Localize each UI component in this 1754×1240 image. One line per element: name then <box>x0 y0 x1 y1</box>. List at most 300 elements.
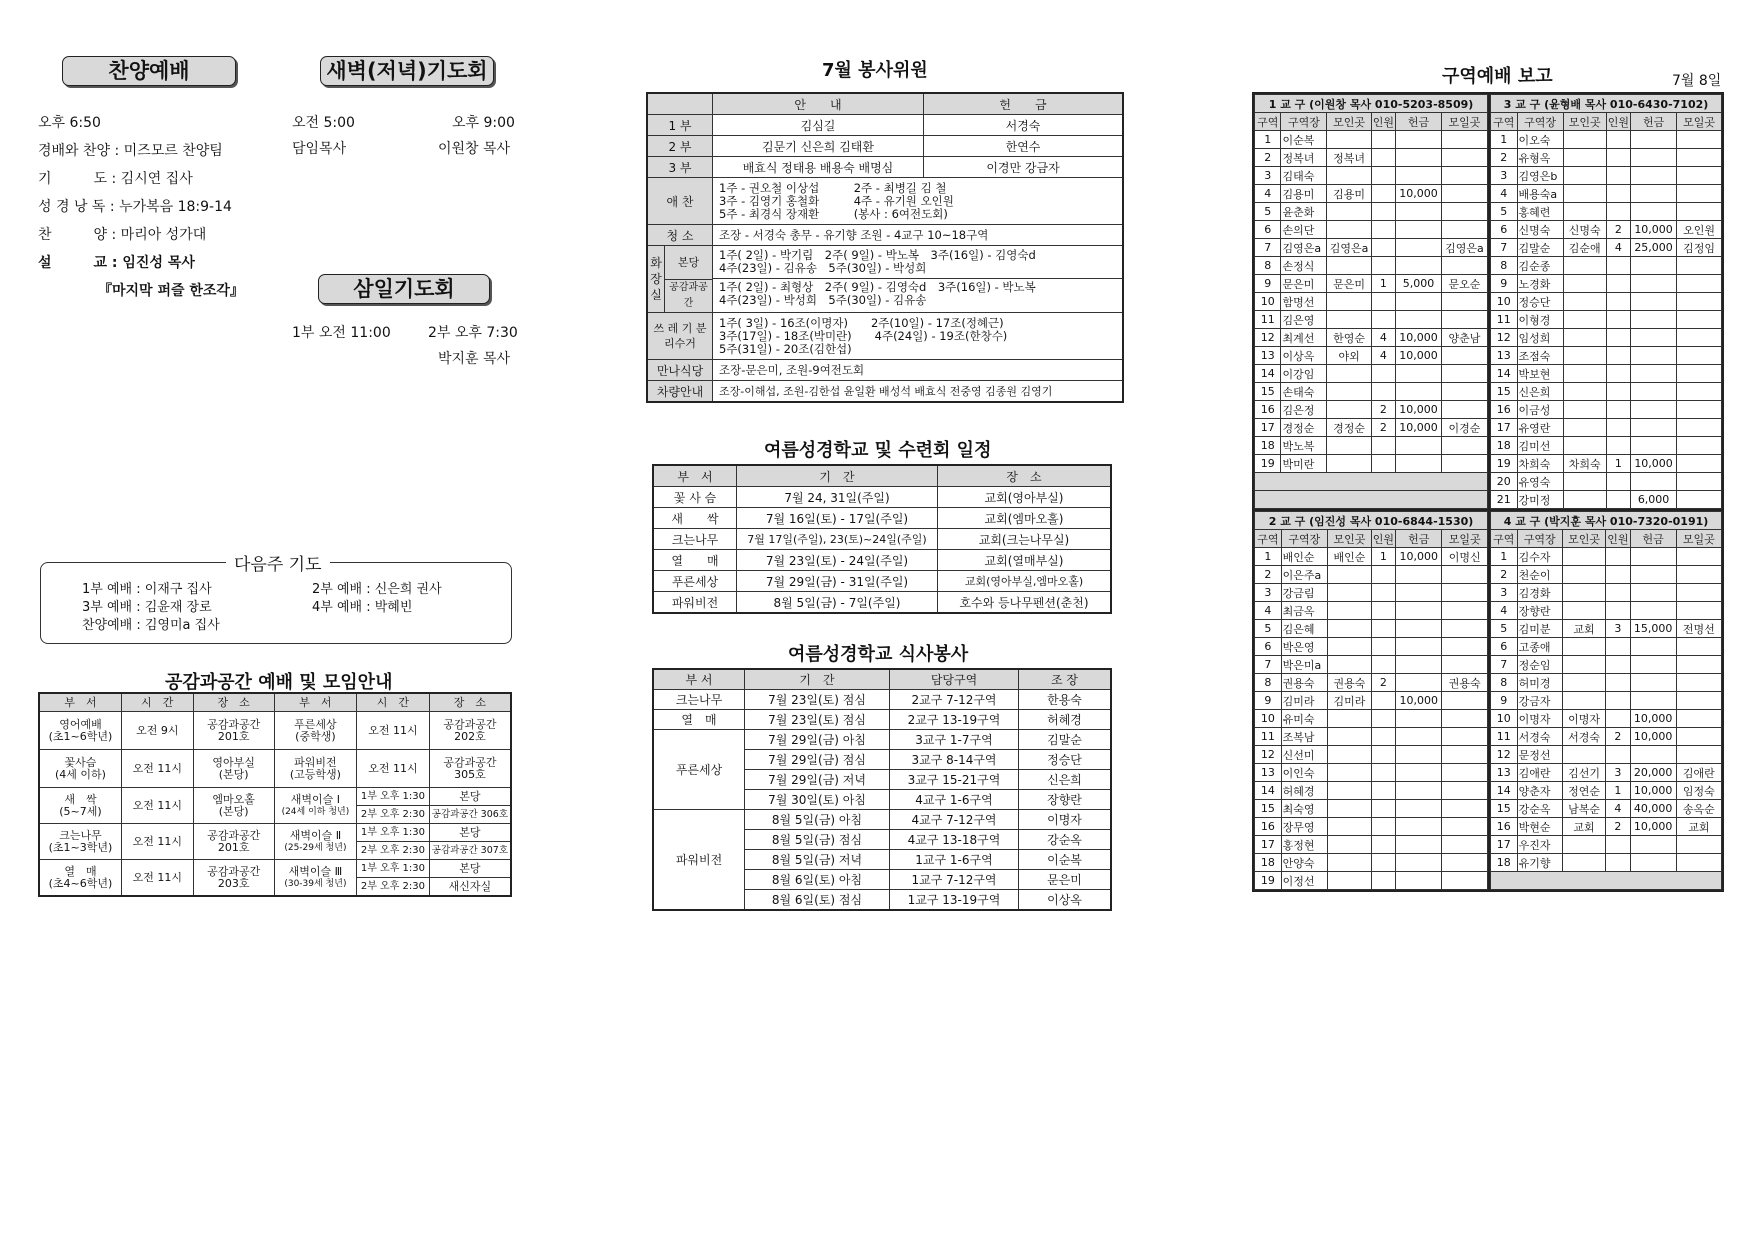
district-cell <box>1631 293 1677 311</box>
district-cell <box>1630 836 1676 854</box>
manna-label: 만나식당 <box>647 360 713 381</box>
district-cell <box>1371 854 1395 872</box>
district-row <box>1491 818 1722 836</box>
district-cell: 김태숙 <box>1281 167 1327 185</box>
district-cell: 1 <box>1255 548 1282 566</box>
district-cell <box>1371 836 1395 854</box>
service-corner <box>647 93 713 115</box>
district-cell: 2 <box>1371 419 1395 437</box>
district-cell <box>1327 365 1371 383</box>
district-cell <box>1328 620 1372 638</box>
district-cell: 김용미 <box>1327 185 1371 203</box>
district-row <box>1491 638 1722 656</box>
district-cell: 오인원 <box>1677 221 1722 239</box>
district-cell: 13 <box>1255 764 1282 782</box>
gonggan-label: 공감과공간 <box>669 281 708 309</box>
next-prayer-1: 1부 예배 : 이재구 집사 <box>82 582 212 597</box>
district-cell <box>1676 674 1721 692</box>
dawn-leader-1: 담임목사 <box>292 141 347 157</box>
gong-r5-place2a: 본당 <box>429 860 511 878</box>
district-cell: 김미라 <box>1328 692 1372 710</box>
bondang-label: 본당 <box>665 247 712 280</box>
district-cell: 9 <box>1255 692 1282 710</box>
district-cell <box>1631 329 1677 347</box>
district-cell <box>1441 203 1487 221</box>
district-cell: 함명선 <box>1281 293 1327 311</box>
gong-r1-time: 오전 9시 <box>121 712 193 750</box>
district-cell: 배인순 <box>1281 548 1327 566</box>
district-cell: 10 <box>1255 710 1282 728</box>
district-cell <box>1676 638 1721 656</box>
district-cell <box>1328 656 1372 674</box>
district-cell <box>1328 584 1372 602</box>
district-row <box>1491 548 1722 566</box>
district-cell: 4 <box>1491 602 1518 620</box>
district-cell <box>1606 275 1630 293</box>
district-cell <box>1606 293 1630 311</box>
district-cell: 3 <box>1491 584 1518 602</box>
district-row <box>1255 782 1488 800</box>
district-cell <box>1441 401 1487 419</box>
praise-service-title: 찬양예배 <box>62 56 236 86</box>
district-cell: 10,000 <box>1396 401 1442 419</box>
district-cell: 천순이 <box>1517 566 1562 584</box>
summer-row: 열 매 7월 23일(토) - 24일(주일) 교회(열매부실) <box>653 550 1111 571</box>
district-col-header: 구역 <box>1491 113 1518 131</box>
wednesday-time-1: 1부 오전 11:00 <box>292 325 391 341</box>
district-cell <box>1677 149 1722 167</box>
district-cell: 10 <box>1491 710 1518 728</box>
district-1 <box>1254 94 1490 509</box>
district-cell <box>1396 584 1442 602</box>
district-cell: 14 <box>1491 365 1518 383</box>
district-cell: 강금자 <box>1517 692 1562 710</box>
district-cell: 13 <box>1491 764 1518 782</box>
district-cell <box>1606 674 1630 692</box>
district-cell: 3 <box>1255 167 1281 185</box>
district-row <box>1491 491 1722 509</box>
district-cell <box>1441 167 1487 185</box>
gong-r4-dept2: 새벽이슬 Ⅱ (25-29세 청년) <box>274 824 356 860</box>
meal-h1: 부 서 <box>653 669 745 690</box>
district-cell <box>1606 401 1630 419</box>
district-cell: 8 <box>1255 257 1281 275</box>
district-cell: 8 <box>1491 257 1518 275</box>
meal-h2: 기 간 <box>745 669 890 690</box>
district-cell <box>1396 800 1442 818</box>
district-cell: 배용숙a <box>1517 185 1563 203</box>
district-row <box>1255 836 1488 854</box>
gong-r4-place2a: 본당 <box>429 824 511 842</box>
district-cell: 11 <box>1255 311 1281 329</box>
next-prayer-3: 3부 예배 : 김윤재 장로 <box>82 600 212 615</box>
meal-h3: 담당구역 <box>890 669 1019 690</box>
district-cell: 김영은a <box>1281 239 1327 257</box>
district-cell: 장무영 <box>1281 818 1327 836</box>
district-cell: 8 <box>1491 674 1518 692</box>
district-cell: 4 <box>1255 602 1282 620</box>
district-cell <box>1606 836 1630 854</box>
district-row <box>1255 818 1488 836</box>
gong-r4-place2b: 공감과공간 307호 <box>429 842 511 860</box>
bondang-line-2: 4주(23일) - 김유송 5주(30일) - 박성희 <box>719 261 927 275</box>
district-cell: 송옥순 <box>1676 800 1721 818</box>
district-cell <box>1631 275 1677 293</box>
district-col-header: 구역장 <box>1517 113 1563 131</box>
district-row <box>1255 131 1488 149</box>
meal-row: 7월 29일(금) 점심 3교구 8-14구역 정승단 <box>653 750 1111 770</box>
district-cell <box>1396 203 1442 221</box>
district-cell <box>1563 365 1606 383</box>
district-cell <box>1606 185 1630 203</box>
district-cell <box>1371 746 1395 764</box>
praise-line-2: 기 도 : 김시연 집사 <box>38 171 193 187</box>
district-cell: 손태숙 <box>1281 383 1327 401</box>
gong-r1-time2: 오전 11시 <box>357 712 430 750</box>
district-cell: 13 <box>1491 347 1518 365</box>
summer-h2: 기 간 <box>737 465 938 487</box>
dawn-time-1: 오전 5:00 <box>292 115 355 131</box>
district-cell <box>1606 548 1630 566</box>
district-cell <box>1396 836 1442 854</box>
district-cell: 김영은b <box>1517 167 1563 185</box>
district-cell <box>1371 656 1395 674</box>
service-table <box>646 92 1124 403</box>
district-cell: 김영은a <box>1327 239 1371 257</box>
meal-title: 여름성경학교 식사봉사 <box>788 644 969 665</box>
district-cell: 4 <box>1371 347 1395 365</box>
district-cell <box>1371 293 1395 311</box>
district-cell: 양춘남 <box>1441 329 1487 347</box>
district-cell <box>1630 692 1676 710</box>
district-cell <box>1442 620 1488 638</box>
district-cell <box>1606 566 1630 584</box>
district-cell <box>1562 548 1606 566</box>
district-cell: 박노복 <box>1281 437 1327 455</box>
district-cell <box>1441 347 1487 365</box>
district-cell: 10,000 <box>1630 782 1676 800</box>
district-cell <box>1562 854 1606 872</box>
district-cell <box>1562 566 1606 584</box>
district-cell <box>1327 437 1371 455</box>
district-row <box>1491 782 1722 800</box>
district-title-d2: 2 교 구 (임진성 목사 010-6844-1530) <box>1255 512 1488 530</box>
district-cell <box>1563 347 1606 365</box>
district-cell: 2 <box>1255 566 1282 584</box>
district-row <box>1255 728 1488 746</box>
district-cell: 한영순 <box>1327 329 1371 347</box>
district-cell <box>1606 257 1630 275</box>
district-cell: 8 <box>1255 674 1282 692</box>
district-cell: 10,000 <box>1396 692 1442 710</box>
district-row <box>1491 710 1722 728</box>
district-col-header: 모인곳 <box>1327 113 1371 131</box>
district-cell: 임정숙 <box>1676 782 1721 800</box>
district-cell <box>1396 656 1442 674</box>
district-row <box>1255 275 1488 293</box>
aechan-content: 1주 - 권오철 이상섭 2주 - 최병길 김 철 3주 - 김영기 홍철화 4주 - 유기원 오인원 5주 - 최경식 장재환 (봉사 : 6여전도회) <box>713 178 1124 225</box>
district-cell <box>1563 401 1606 419</box>
district-cell <box>1677 401 1722 419</box>
district-cell: 12 <box>1491 329 1518 347</box>
district-cell <box>1677 383 1722 401</box>
district-cell <box>1563 329 1606 347</box>
district-row <box>1255 620 1488 638</box>
district-cell <box>1396 872 1442 890</box>
district-cell: 문정선 <box>1517 746 1562 764</box>
district-cell <box>1631 149 1677 167</box>
district-cell <box>1606 656 1630 674</box>
district-col-header: 구역장 <box>1281 530 1327 548</box>
district-cell <box>1676 566 1721 584</box>
district-cell <box>1563 203 1606 221</box>
district-cell: 정순임 <box>1517 656 1562 674</box>
district-cell <box>1631 437 1677 455</box>
district-cell: 유미숙 <box>1281 710 1327 728</box>
district-cell <box>1371 566 1395 584</box>
district-cell: 정연순 <box>1562 782 1606 800</box>
district-cell: 문오순 <box>1441 275 1487 293</box>
district-cell <box>1396 221 1442 239</box>
district-cell <box>1396 383 1442 401</box>
district-cell <box>1606 473 1630 491</box>
trash-content: 1주( 3일) - 16조(이명자) 2주(10일) - 17조(정혜근) 3주(17일) - 18조(박미란) 4주(24일) - 19조(한창수) 5주(31일) - 20조(김한섭) <box>713 313 1124 360</box>
district-cell <box>1606 149 1630 167</box>
meal-row: 열 매 7월 23일(토) 점심 2교구 13-19구역 허혜경 <box>653 710 1111 730</box>
district-cell <box>1563 185 1606 203</box>
dawn-time-2: 오후 9:00 <box>452 115 515 131</box>
district-col-header: 구역 <box>1491 530 1518 548</box>
district-col-header: 구역장 <box>1517 530 1562 548</box>
district-cell <box>1396 365 1442 383</box>
district-row <box>1255 185 1488 203</box>
district-cell <box>1371 584 1395 602</box>
district-cell: 4 <box>1255 185 1281 203</box>
district-cell <box>1676 836 1721 854</box>
service-r3-guide: 배효식 정태용 배용숙 배명심 <box>713 157 924 178</box>
next-prayer-5: 찬양예배 : 김영미a 집사 <box>82 618 220 633</box>
gong-r2-dept: 꽃사슴 (4세 이하) <box>39 750 121 788</box>
district-cell <box>1328 764 1372 782</box>
district-cell <box>1606 311 1630 329</box>
district-cell: 신명숙 <box>1563 221 1606 239</box>
district-cell: 유영란 <box>1517 419 1563 437</box>
district-cell <box>1371 185 1395 203</box>
district-cell <box>1396 311 1442 329</box>
district-cell: 3 <box>1491 167 1518 185</box>
district-row <box>1255 347 1488 365</box>
restroom-label <box>647 246 713 313</box>
district-cell: 신명숙 <box>1517 221 1563 239</box>
district-cell: 4 <box>1371 329 1395 347</box>
district-cell: 이순복 <box>1281 131 1327 149</box>
district-cell: 20,000 <box>1630 764 1676 782</box>
district-cell <box>1371 203 1395 221</box>
district-cell <box>1631 185 1677 203</box>
district-cell <box>1371 818 1395 836</box>
gong-r3-place2b: 공감과공간 306호 <box>429 806 511 824</box>
district-cell <box>1396 293 1442 311</box>
district-row <box>1491 419 1722 437</box>
district-3 <box>1490 94 1722 509</box>
district-cell: 김말순 <box>1517 239 1563 257</box>
district-cell <box>1371 638 1395 656</box>
district-row <box>1491 275 1722 293</box>
district-cell <box>1630 566 1676 584</box>
district-cell <box>1676 854 1721 872</box>
district-cell <box>1676 584 1721 602</box>
district-cell <box>1676 602 1721 620</box>
district-cell: 7 <box>1491 656 1518 674</box>
district-cell <box>1606 131 1630 149</box>
district-cell: 6 <box>1255 638 1282 656</box>
district-cell: 이형경 <box>1517 311 1563 329</box>
district-cell: 김은정 <box>1281 401 1327 419</box>
district-cell: 5 <box>1491 620 1518 638</box>
district-cell: 김용미 <box>1281 185 1327 203</box>
district-cell <box>1396 854 1442 872</box>
district-grid <box>1252 92 1724 892</box>
district-cell <box>1327 221 1371 239</box>
district-cell <box>1442 656 1488 674</box>
district-cell: 홍혜련 <box>1517 203 1563 221</box>
gong-r3-place2a: 본당 <box>429 788 511 806</box>
district-cell <box>1563 149 1606 167</box>
district-cell: 2 <box>1371 674 1395 692</box>
district-cell <box>1631 419 1677 437</box>
sermon-title: 『마지막 퍼즐 한조각』 <box>98 283 244 299</box>
district-cell: 안양숙 <box>1281 854 1327 872</box>
district-cell: 정승단 <box>1517 293 1563 311</box>
district-cell: 김은영 <box>1281 311 1327 329</box>
district-cell <box>1563 257 1606 275</box>
district-cell <box>1630 854 1676 872</box>
district-cell: 1 <box>1491 548 1518 566</box>
gong-r2-time: 오전 11시 <box>121 750 193 788</box>
district-table-d4 <box>1490 511 1722 890</box>
district-row <box>1255 548 1488 566</box>
district-cell: 7 <box>1255 656 1282 674</box>
summer-table <box>652 464 1112 614</box>
district-cell: 9 <box>1491 692 1518 710</box>
district-cell: 김영은a <box>1441 239 1487 257</box>
district-cell <box>1441 149 1487 167</box>
district-cell: 1 <box>1491 131 1518 149</box>
district-cell <box>1562 836 1606 854</box>
district-cell <box>1328 872 1372 890</box>
district-cell: 10,000 <box>1631 455 1677 473</box>
district-cell <box>1371 728 1395 746</box>
district-cell: 임성희 <box>1517 329 1563 347</box>
district-top-row <box>1254 94 1722 509</box>
district-cell <box>1441 221 1487 239</box>
district-cell <box>1677 311 1722 329</box>
district-cell <box>1630 656 1676 674</box>
district-report-date: 7월 8일 <box>1672 73 1722 89</box>
district-cell <box>1396 455 1442 473</box>
district-col-header: 헌금 <box>1630 530 1676 548</box>
district-cell <box>1396 257 1442 275</box>
district-cell: 이인숙 <box>1281 764 1327 782</box>
district-cell <box>1371 383 1395 401</box>
dawn-leader-2: 이원창 목사 <box>438 141 511 157</box>
district-cell <box>1630 602 1676 620</box>
gong-r2-place: 영아부실 (본당) <box>193 750 274 788</box>
district-row <box>1255 221 1488 239</box>
district-cell <box>1631 203 1677 221</box>
district-cell <box>1396 602 1442 620</box>
district-cell: 19 <box>1255 872 1282 890</box>
district-cell: 경정순 <box>1327 419 1371 437</box>
district-cell <box>1442 602 1488 620</box>
district-cell: 강미정 <box>1517 491 1563 509</box>
district-col-header: 헌금 <box>1396 113 1442 131</box>
district-cell <box>1441 365 1487 383</box>
next-prayer-2: 2부 예배 : 신은희 권사 <box>312 582 442 597</box>
district-cell: 9 <box>1255 275 1281 293</box>
district-cell <box>1562 584 1606 602</box>
district-cell: 이은주a <box>1281 566 1327 584</box>
district-cell <box>1371 455 1395 473</box>
gong-r1-place2: 공감과공간 202호 <box>429 712 511 750</box>
district-cell <box>1396 782 1442 800</box>
district-cell <box>1606 203 1630 221</box>
district-cell: 15 <box>1491 383 1518 401</box>
district-cell: 11 <box>1491 311 1518 329</box>
district-cell <box>1631 257 1677 275</box>
district-cell <box>1441 293 1487 311</box>
district-cell: 손의단 <box>1281 221 1327 239</box>
district-cell: 25,000 <box>1631 239 1677 257</box>
district-cell: 박현순 <box>1517 818 1562 836</box>
district-row <box>1491 311 1722 329</box>
district-cell <box>1327 293 1371 311</box>
district-cell: 유영숙 <box>1517 473 1563 491</box>
district-cell: 박은영 <box>1281 638 1327 656</box>
district-col-header: 헌금 <box>1631 113 1677 131</box>
district-cell: 이상옥 <box>1281 347 1327 365</box>
district-cell <box>1442 872 1488 890</box>
district-row <box>1255 383 1488 401</box>
district-cell <box>1371 710 1395 728</box>
district-cell <box>1442 836 1488 854</box>
district-cell <box>1371 602 1395 620</box>
district-cell <box>1606 638 1630 656</box>
district-cell <box>1563 491 1606 509</box>
service-r1-offering: 서경숙 <box>924 115 1124 136</box>
district-cell: 20 <box>1491 473 1518 491</box>
district-cell: 2 <box>1491 149 1518 167</box>
district-cell: 장향란 <box>1517 602 1562 620</box>
district-cell <box>1563 473 1606 491</box>
district-cell <box>1396 239 1442 257</box>
district-row <box>1255 203 1488 221</box>
district-cell <box>1396 710 1442 728</box>
gong-r3-time: 오전 11시 <box>121 788 193 824</box>
district-cell: 5 <box>1491 203 1518 221</box>
district-cell <box>1676 548 1721 566</box>
gong-r5-place2b: 새신자실 <box>429 878 511 897</box>
district-cell <box>1442 818 1488 836</box>
gong-title: 공감과공간 예배 및 모임안내 <box>165 672 393 693</box>
district-cell <box>1442 800 1488 818</box>
district-cell: 6 <box>1255 221 1281 239</box>
praise-line-1: 경배와 찬양 : 미즈모르 찬양팀 <box>38 143 223 159</box>
district-row <box>1491 584 1722 602</box>
district-cell: 18 <box>1255 437 1281 455</box>
district-filler-cell <box>1491 872 1722 890</box>
district-cell <box>1630 584 1676 602</box>
